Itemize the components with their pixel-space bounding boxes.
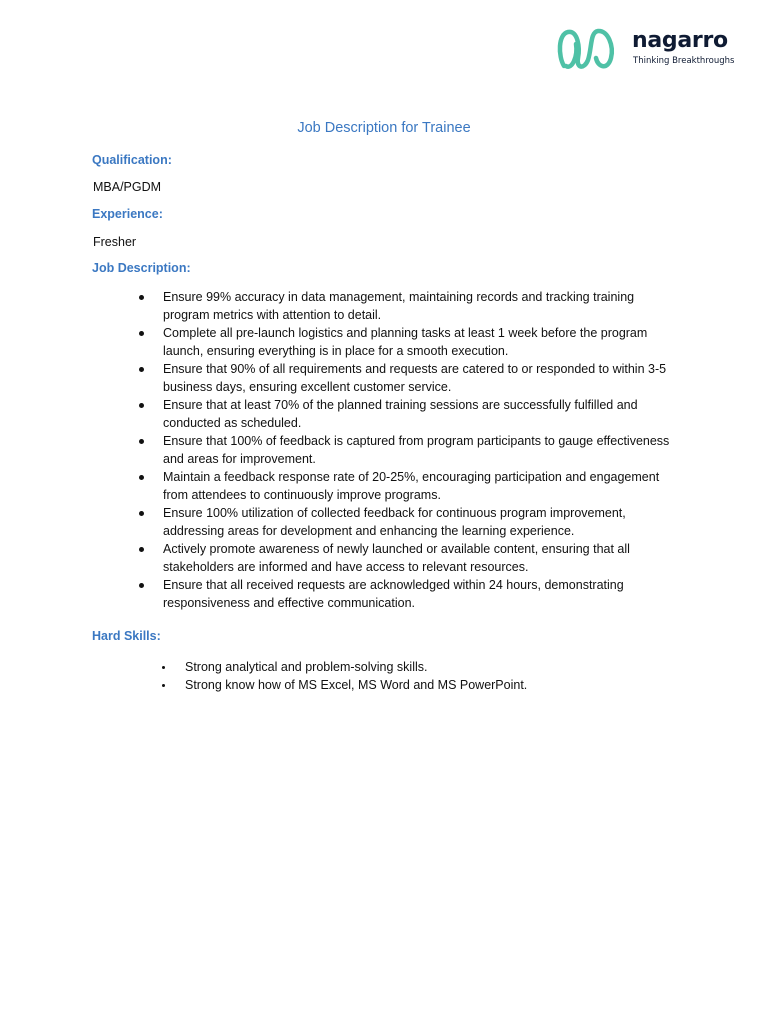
bullet-icon [139, 403, 144, 408]
list-item-text: Complete all pre-launch logistics and planning tasks at least 1 week before the program launch, ensuring everything is in place for a smooth execution. [163, 326, 648, 358]
bullet-icon [139, 547, 144, 552]
list-item [138, 505, 678, 540]
bullet-icon [139, 295, 144, 300]
bullet-icon [139, 331, 144, 336]
bullet-icon [139, 511, 144, 516]
bullet-icon [139, 475, 144, 480]
list-item-text: Ensure that 90% of all requirements and requests are catered to or responded to within 3-5 business days, ensuring excellent customer service. [163, 362, 667, 394]
list-item [138, 469, 678, 504]
list-item [160, 659, 660, 677]
list-item [138, 361, 678, 396]
experience-value: Fresher [93, 235, 137, 249]
job-description-heading: Job Description: [92, 261, 191, 275]
list-item-text: Ensure 100% utilization of collected feedback for continuous program improvement, addressing areas for development and enhancing the learning experience. [163, 506, 626, 538]
list-item-text: Ensure that at least 70% of the planned training sessions are successfully fulfilled and conducted as scheduled. [163, 398, 638, 430]
list-item [138, 541, 678, 576]
list-item [138, 433, 678, 468]
list-item-text: Maintain a feedback response rate of 20-25%, encouraging participation and engagement from attendees to continuously improve programs. [163, 470, 660, 502]
list-item-text: Ensure that all received requests are acknowledged within 24 hours, demonstrating responsiveness and effective communication. [163, 578, 624, 610]
list-item-text: Strong analytical and problem-solving skills. [185, 660, 428, 674]
bullet-icon [162, 684, 165, 687]
list-item [138, 289, 678, 324]
bullet-icon [162, 666, 165, 669]
bullet-icon [139, 439, 144, 444]
list-item [138, 577, 678, 612]
brand-logo [556, 26, 746, 76]
hard-skills-list [160, 659, 660, 694]
list-item [138, 397, 678, 432]
bullet-icon [139, 367, 144, 372]
bullet-icon [139, 583, 144, 588]
hard-skills-heading: Hard Skills: [92, 629, 161, 643]
brand-name: nagarro [632, 28, 728, 53]
list-item-text: Ensure that 100% of feedback is captured from program participants to gauge effectiveness and areas for improvement. [163, 434, 670, 466]
list-item-text: Strong know how of MS Excel, MS Word and MS PowerPoint. [185, 677, 528, 692]
qualification-heading: Qualification: [92, 153, 172, 167]
nagarro-loops-icon [556, 26, 618, 74]
qualification-value: MBA/PGDM [93, 180, 162, 194]
list-item-text: Ensure 99% accuracy in data management, maintaining records and tracking training program metrics with attention to detail. [163, 290, 635, 322]
document-title: Job Description for Trainee [297, 120, 471, 136]
experience-heading: Experience: [92, 207, 163, 221]
list-item-text: Actively promote awareness of newly launched or available content, ensuring that all stakeholders are informed and have access to relevant resources. [163, 542, 630, 574]
brand-tagline: Thinking Breakthroughs [633, 56, 735, 66]
list-item [160, 677, 660, 695]
job-description-list [138, 289, 678, 613]
list-item [138, 325, 678, 360]
